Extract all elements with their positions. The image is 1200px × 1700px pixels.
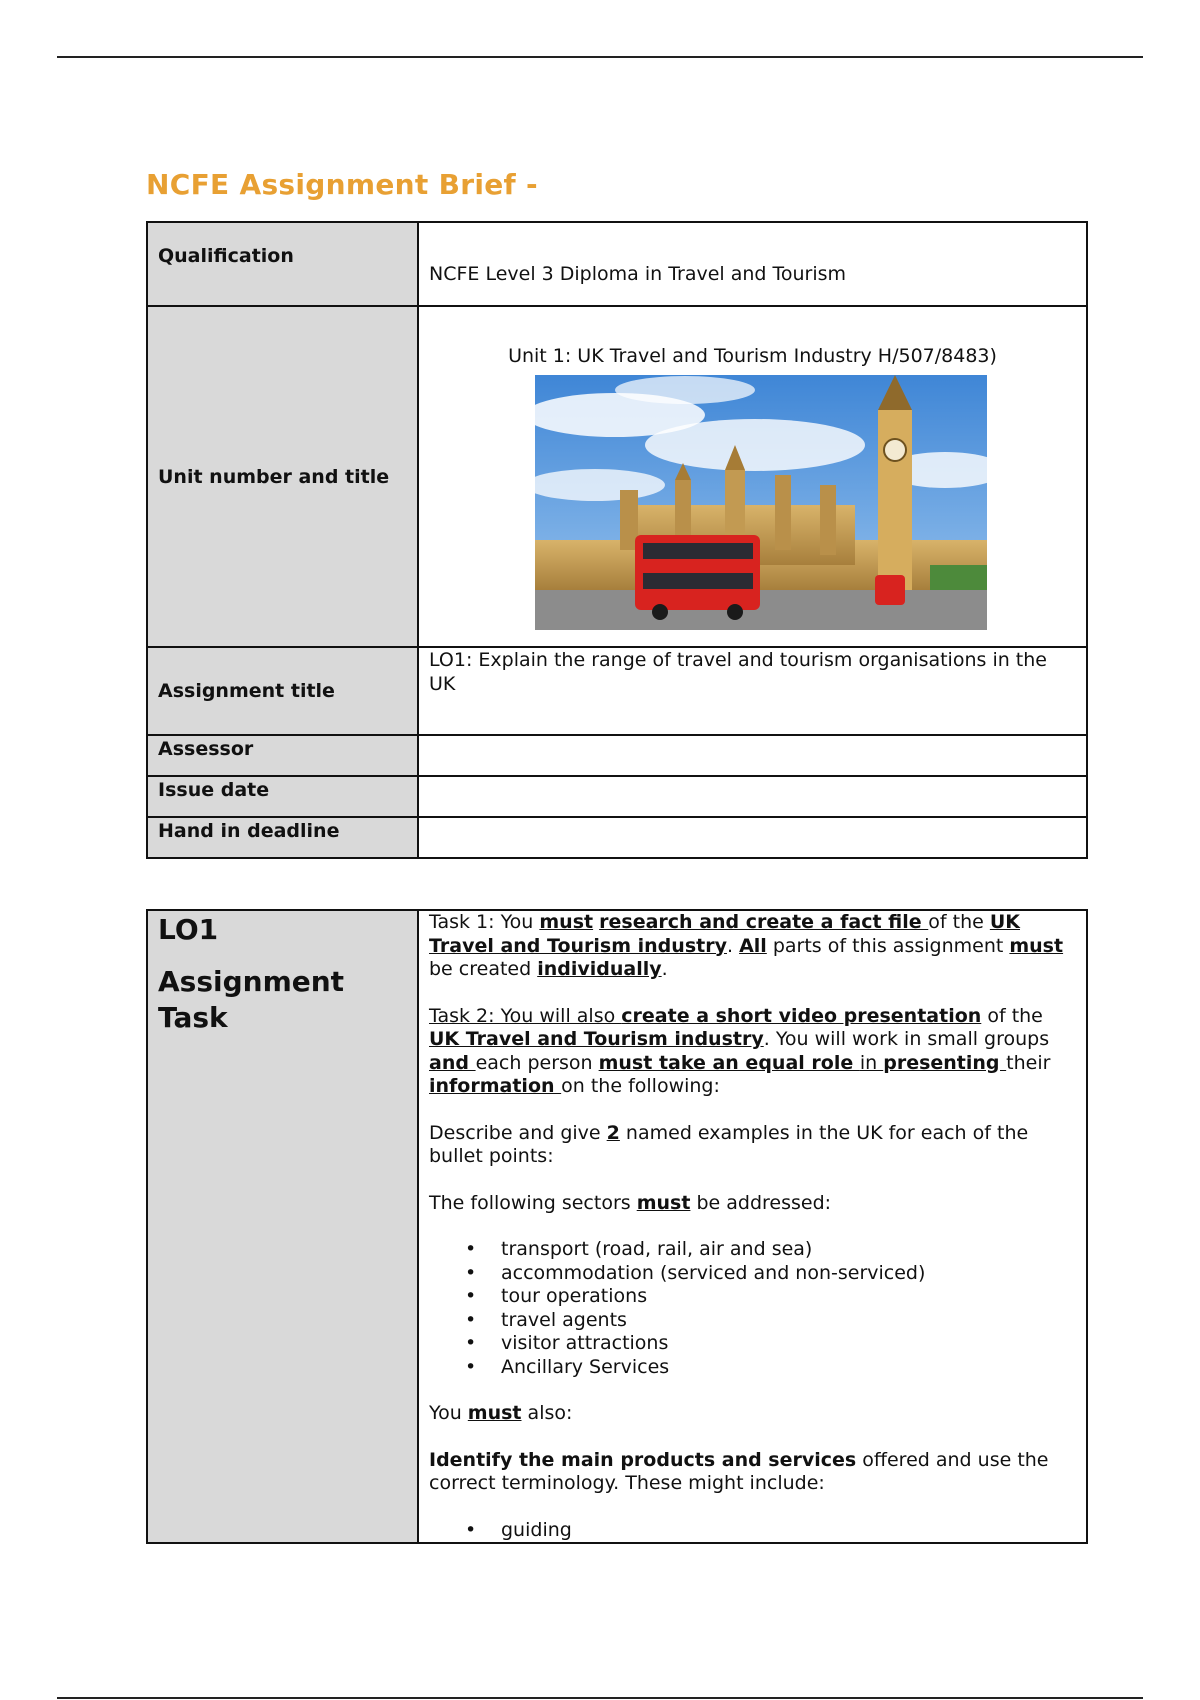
describe-text: Describe and give 2 named examples in the UK for each of the bullet points: [429,1121,1029,1167]
list-item: • tour operations [501,1285,1076,1309]
assignment-title-value: LO1: Explain the range of travel and tourism organisations in the UK [418,647,1087,735]
footer-rule [57,1697,1143,1699]
list-item: • visitor attractions [501,1332,1076,1356]
task-1-text: Task 1: You must research and create a fact file of the UK Travel and Tourism industry. All parts of this assignment must be created individually. [429,911,1064,980]
assignment-task-heading: Assignment Task [158,965,345,1034]
list-item: • travel agents [501,1309,1076,1333]
task-table [146,909,1088,1544]
qualification-value: NCFE Level 3 Diploma in Travel and Tourism [418,222,1087,306]
issue-date-value [418,776,1087,817]
task-2-text: Task 2: You will also create a short video presentation of the UK Travel and Tourism industry. You will work in small groups and each person must take an equal role in presenting their information on the following: [429,1004,1051,1097]
unit-value [418,306,1087,647]
deadline-label: Hand in deadline [147,817,418,858]
unit-label: Unit number and title [147,306,418,647]
lo1-heading: LO1 [158,913,219,946]
issue-date-label: Issue date [147,776,418,817]
lo-label-cell [147,910,418,1543]
london-parliament-bus-photo [535,375,987,630]
assignment-title-label: Assignment title [147,647,418,735]
assessor-value [418,735,1087,776]
products-list [429,1519,1076,1543]
also-text: You must also: [429,1402,573,1424]
list-item: • Ancillary Services [501,1356,1076,1380]
unit-title: Unit 1: UK Travel and Tourism Industry H/507/8483) [508,345,997,367]
task-content [418,910,1087,1543]
brief-table [146,221,1088,859]
list-item: • accommodation (serviced and non-serviced) [501,1262,1076,1286]
list-item: • guiding [501,1519,1076,1543]
deadline-value [418,817,1087,858]
identify-text: Identify the main products and services offered and use the correct terminology. These might include: [429,1448,1049,1494]
page-title: NCFE Assignment Brief - [146,168,538,201]
sectors-text: The following sectors must be addressed: [429,1191,832,1214]
sector-list [429,1238,1076,1379]
assessor-label: Assessor [147,735,418,776]
qualification-label: Qualification [147,222,418,306]
list-item: • transport (road, rail, air and sea) [501,1238,1076,1262]
header-rule [57,56,1143,58]
